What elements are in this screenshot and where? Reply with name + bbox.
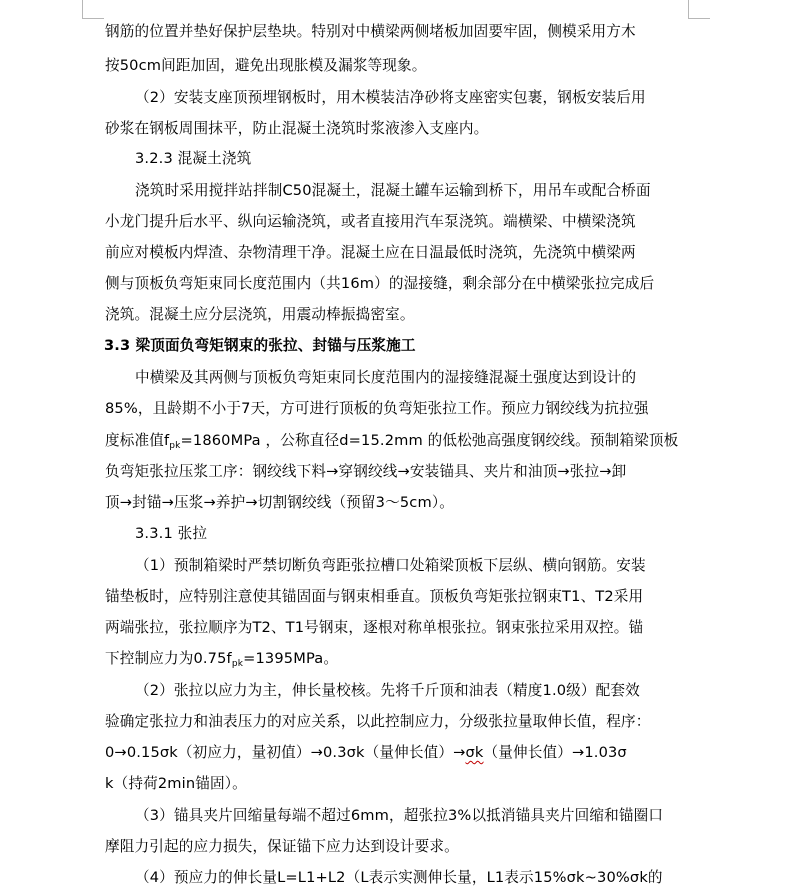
body-line: 摩阻力引起的应力损失，保证锚下应力达到设计要求。 [105,838,459,855]
crop-mark-top-left-h [82,18,104,19]
section-heading-3-3: 3.3 梁顶面负弯矩钢束的张拉、封锚与压浆施工 [104,337,416,354]
subscript-pk: pk [231,659,244,669]
crop-mark-top-left [82,0,83,18]
crop-mark-top-right [688,0,689,18]
paragraph-line: （4）预应力的伸长量L=L1+L2（L表示实测伸长量，L1表示15%σk~30%σk的 [135,869,663,886]
paragraph-line: （3）锚具夹片回缩量每端不超过6mm，超张拉3%以抵消锚具夹片回缩和锚圈口 [135,807,664,824]
paragraph-line: （1）预制箱梁时严禁切断负弯距张拉槽口处箱梁顶板下层纵、横向钢筋。安装 [135,557,646,574]
text-run: 度标准值f [105,432,170,449]
body-line: 小龙门提升后水平、纵向运输浇筑，或者直接用汽车泵浇筑。端横梁、中横梁浇筑 [105,213,636,230]
text-run: （量伸长值）→1.03σ [483,744,627,761]
body-line-fpk [105,648,338,670]
body-line: 负弯矩张拉压浆工序：钢绞线下料→穿钢绞线→安装锚具、夹片和油顶→张拉→卸 [105,463,627,480]
crop-mark-top-right-h [688,18,710,19]
paragraph-line: 中横梁及其两侧与顶板负弯矩束同长度范围内的湿接缝混凝土强度达到设计的 [135,369,637,386]
subscript-pk: pk [169,441,181,451]
body-line: 锚垫板时，应特别注意使其锚固面与钢束相垂直。顶板负弯矩张拉钢束T1、T2采用 [105,588,644,605]
body-line-stress-sequence [105,742,627,764]
body-line: 两端张拉，张拉顺序为T2、T1号钢束，逐根对称单根张拉。钢束张拉采用双控。锚 [105,619,644,636]
body-line: 按50cm间距加固，避免出现胀模及漏浆等现象。 [105,57,427,74]
paragraph-line: （2）张拉以应力为主，伸长量校核。先将千斤顶和油表（精度1.0级）配套效 [135,682,640,699]
text-run: 0→0.15σk（初应力，量初值）→0.3σk（量伸长值）→ [105,744,466,761]
body-line: 侧与顶板负弯矩束同长度范围内（共16m）的湿接缝，剩余部分在中横梁张拉完成后 [105,275,655,292]
spellcheck-marked-text: σk [465,744,484,761]
subsection-heading-3-3-1: 3.3.1 张拉 [135,525,208,542]
paragraph-line: （2）安装支座顶预埋钢板时，用木模装洁净砂将支座密实包裹，钢板安装后用 [135,89,646,106]
body-line-fpk [105,430,678,452]
text-run: 下控制应力为0.75f [105,650,232,667]
body-line: 85%，且龄期不小于7天，方可进行顶板的负弯矩张拉工作。预应力钢绞线为抗拉强 [105,400,649,417]
text-run: =1395MPa。 [243,650,339,667]
body-line: 砂浆在钢板周围抹平，防止混凝土浇筑时浆液渗入支座内。 [105,120,489,137]
text-run: =1860MPa ，公称直径d=15.2mm 的低松弛高强度钢绞线。预制箱梁顶板 [180,432,679,449]
body-line: 验确定张拉力和油表压力的对应关系，以此控制应力，分级张拉量取伸长值，程序： [105,713,651,730]
body-line: 钢筋的位置并垫好保护层垫块。特别对中横梁两侧堵板加固要牢固，侧模采用方木 [105,23,636,40]
paragraph-line: 浇筑时采用搅拌站拌制C50混凝土，混凝土罐车运输到桥下，用吊车或配合桥面 [135,182,651,199]
subsection-heading-3-2-3: 3.2.3 混凝土浇筑 [135,150,252,167]
body-line: 顶→封锚→压浆→养护→切割钢绞线（预留3～5cm）。 [105,494,455,511]
body-line: k（持荷2min锚固）。 [105,775,247,792]
body-line: 前应对模板内焊渣、杂物清理干净。混凝土应在日温最低时浇筑，先浇筑中横梁两 [105,244,636,261]
body-line: 浇筑。混凝土应分层浇筑，用震动棒振捣密室。 [105,306,415,323]
